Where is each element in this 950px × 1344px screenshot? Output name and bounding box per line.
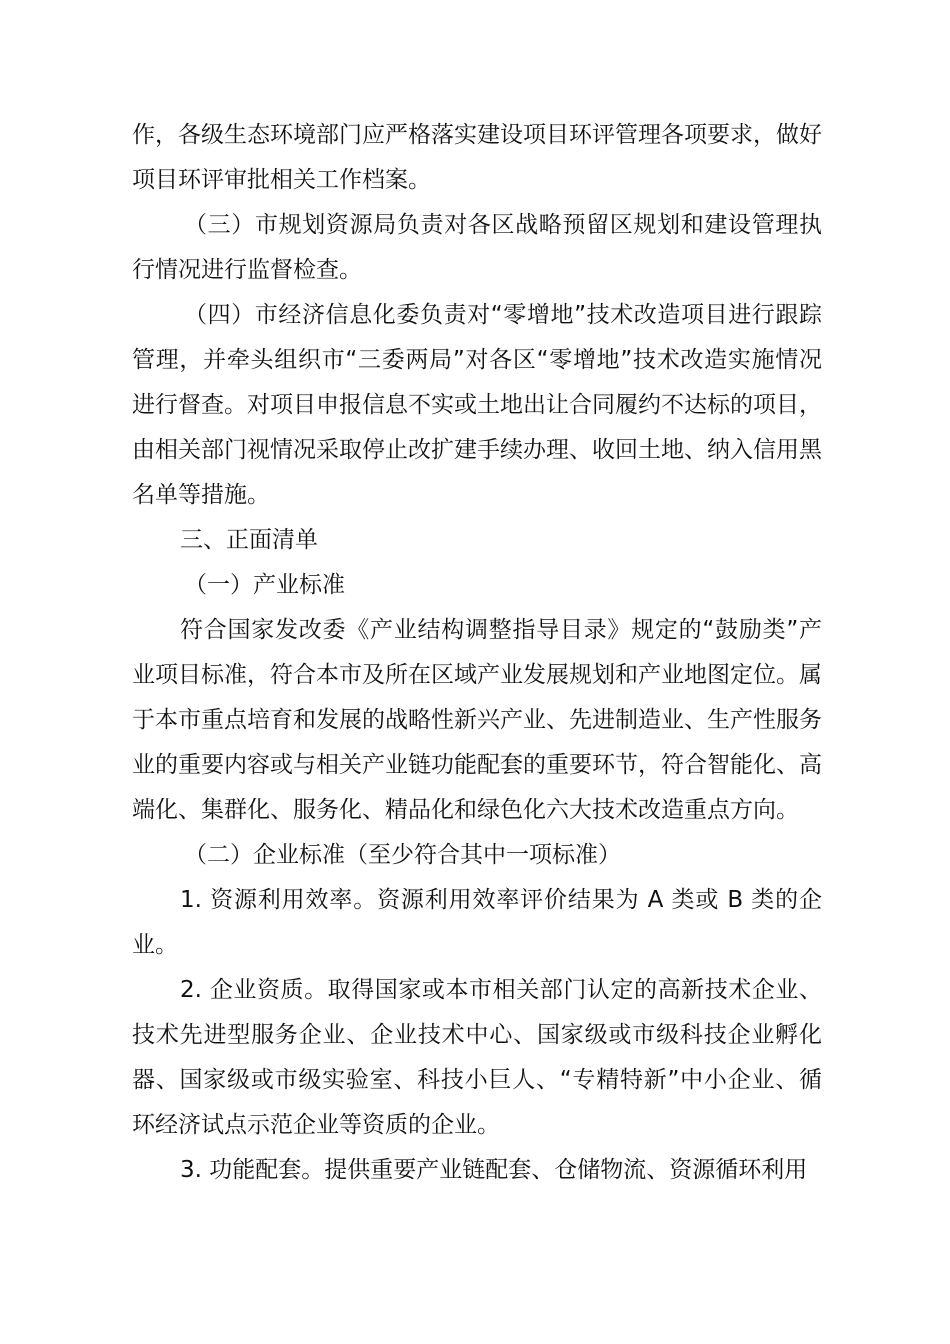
section-heading-positive-list: 三、正面清单 xyxy=(180,527,318,553)
subheading-enterprise-standard: （二）企业标准（至少符合其中一项标准） xyxy=(184,842,621,868)
paragraph-industry-standard: 符合国家发改委《产业结构调整指导目录》规定的“鼓励类”产业项目标准，符合本市及所在区域产业发展规划和产业地图定位。属于本市重点培育和发展的战略性新兴产业、先进制造业、生产性服务业的重要内容或与相关产业链功能配套的重要环节，符合智能化、高端化、集群化、服务化、精品化和绿色化六大技术改造重点方向。 xyxy=(132,617,822,823)
document-body xyxy=(132,113,822,1193)
paragraph-cont-env: 作，各级生态环境部门应严格落实建设项目环评管理各项要求，做好项目环评审批相关工作档案。 xyxy=(132,122,822,193)
paragraph-item-3: （三）市规划资源局负责对各区战略预留区规划和建设管理执行情况进行监督检查。 xyxy=(132,212,822,283)
paragraph-item-4: （四）市经济信息化委负责对“零增地”技术改造项目进行跟踪管理，并牵头组织市“三委两局”对各区“零增地”技术改造实施情况进行督查。对项目申报信息不实或土地出让合同履约不达标的项目，由相关部门视情况采取停止改扩建手续办理、收回土地、纳入信用黑名单等措施。 xyxy=(132,302,822,508)
paragraph-functional-support: 3. 功能配套。提供重要产业链配套、仓储物流、资源循环利用 xyxy=(180,1157,808,1183)
subheading-industry-standard: （一）产业标准 xyxy=(184,572,345,598)
paragraph-resource-efficiency: 1. 资源利用效率。资源利用效率评价结果为 A 类或 B 类的企业。 xyxy=(132,887,822,958)
paragraph-enterprise-qualification: 2. 企业资质。取得国家或本市相关部门认定的高新技术企业、技术先进型服务企业、企业技术中心、国家级或市级科技企业孵化器、国家级或市级实验室、科技小巨人、“专精特新”中小企业、循环经济试点示范企业等资质的企业。 xyxy=(132,977,822,1138)
